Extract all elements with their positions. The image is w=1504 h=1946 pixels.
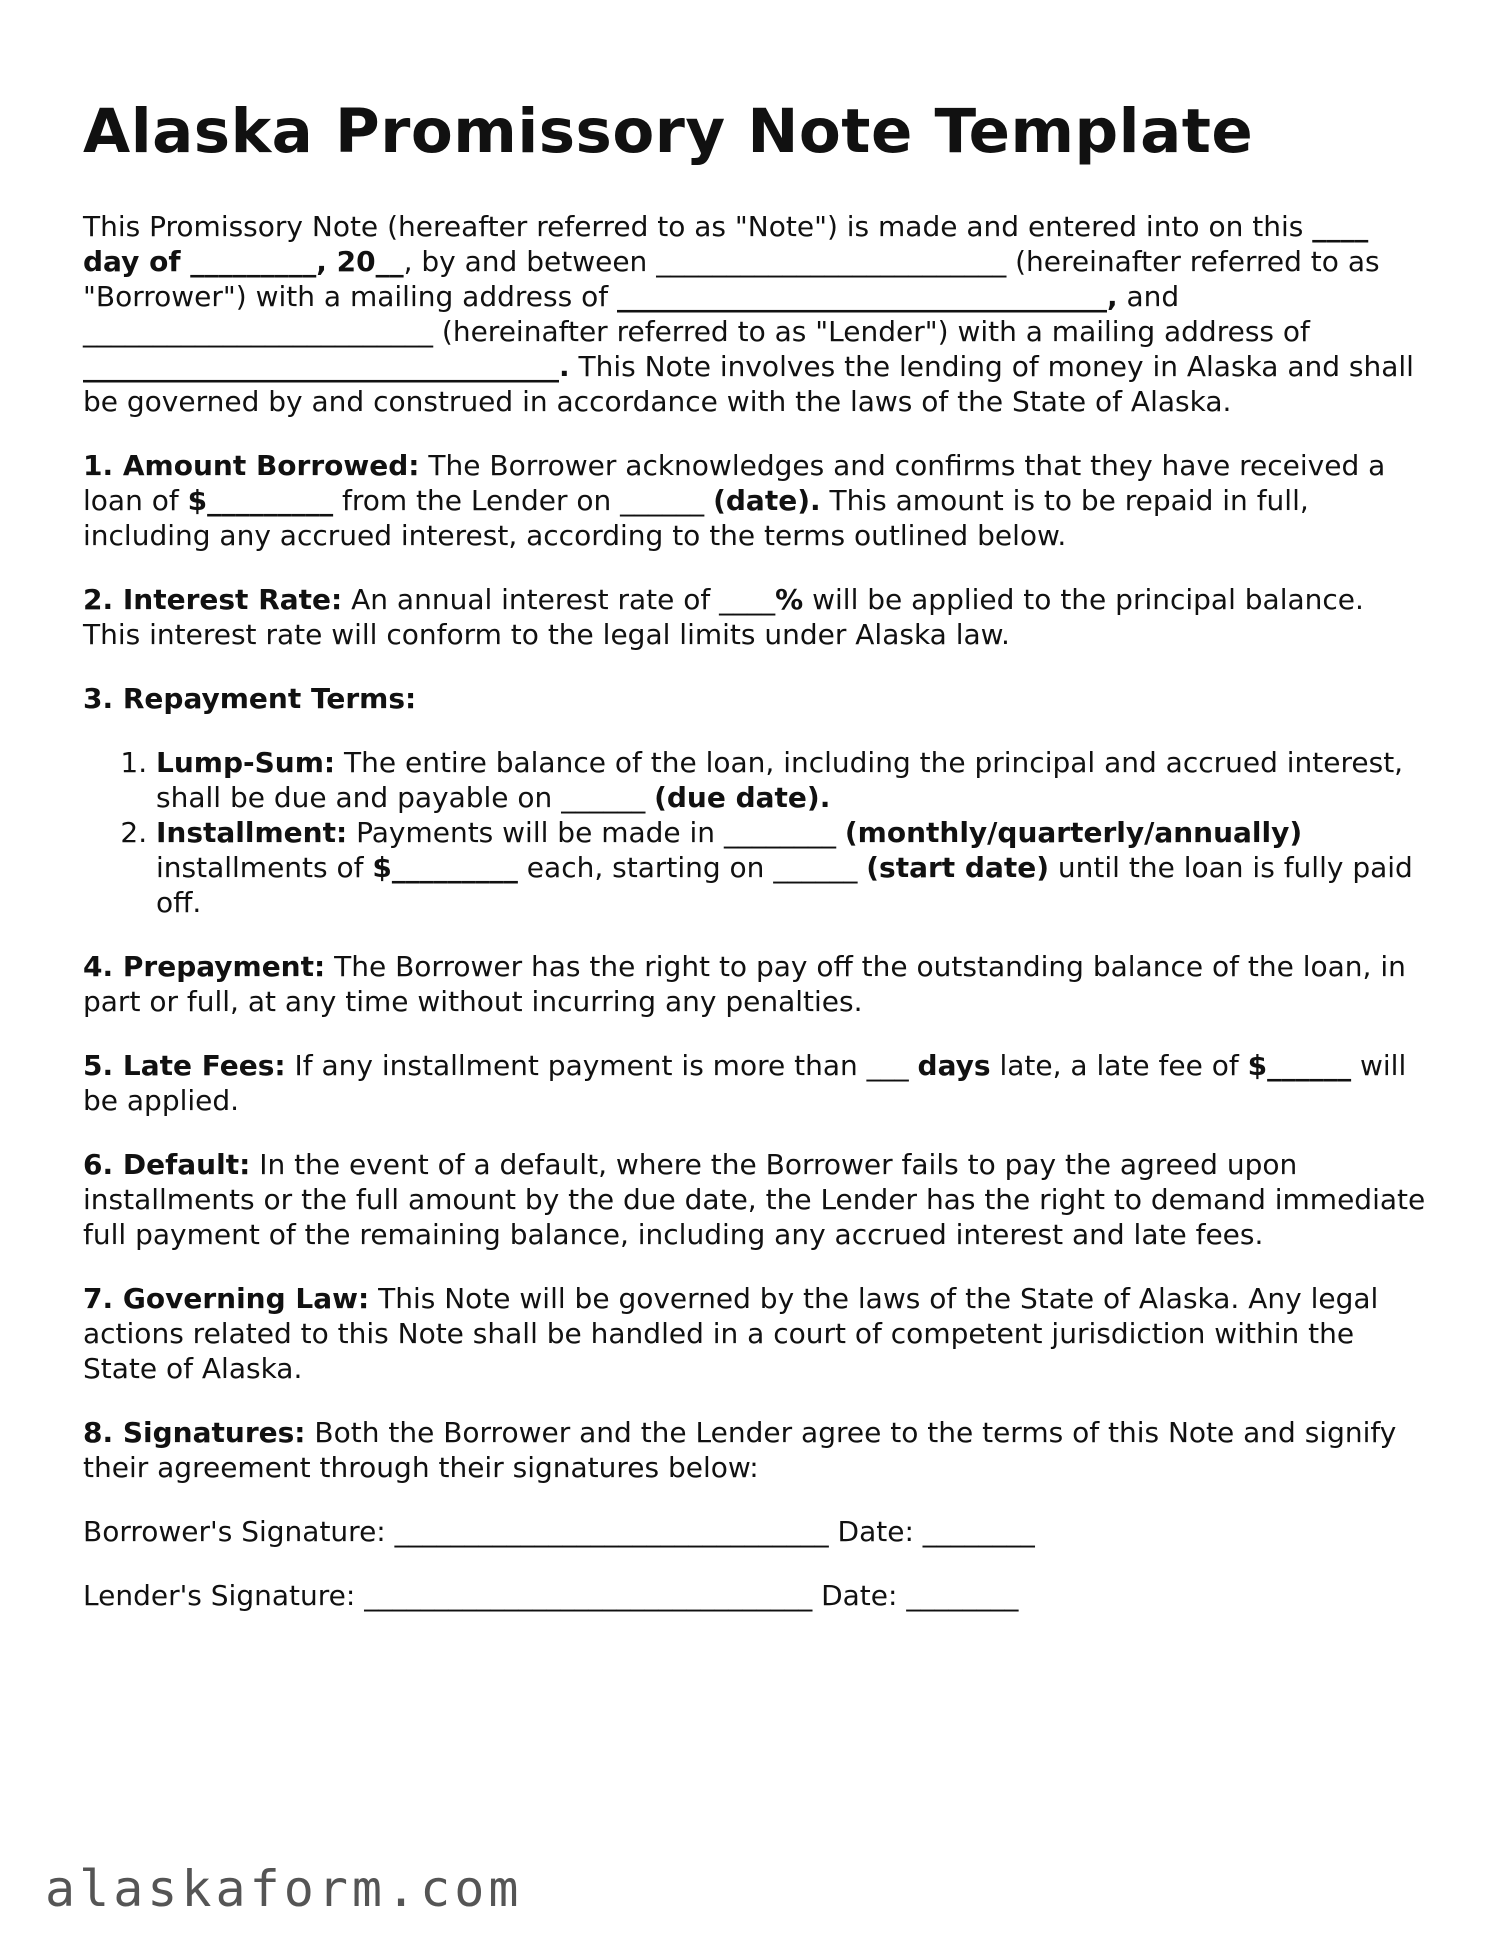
list-item-installment: [156, 815, 1428, 920]
date-label: (date).: [713, 484, 821, 518]
section-text: from the Lender on ______: [333, 484, 714, 518]
section-text: This amount is to be repaid in full, including any accrued interest, according to the terms outlined below.: [83, 484, 1309, 553]
section-heading: 8. Signatures:: [83, 1416, 306, 1450]
section-interest-rate: [83, 582, 1428, 652]
section-text: If any installment payment is more than ___: [285, 1049, 918, 1083]
section-text: This Note will be governed by the laws of the State of Alaska. Any legal actions related to this Note shall be handled in a court of competent jurisdiction within the State of Alaska.: [83, 1282, 1379, 1386]
due-date-label: (due date).: [654, 781, 831, 815]
intro-lender-address-blank: __________________________________.: [83, 350, 570, 384]
item-text: Payments will be made in ________: [347, 816, 845, 850]
item-text: until the loan is fully paid off.: [156, 851, 1413, 920]
section-text: The Borrower has the right to pay off the outstanding balance of the loan, in part or full, at any time without incurring any penalties.: [83, 950, 1406, 1019]
section-text: In the event of a default, where the Borrower fails to pay the agreed upon installments or the full amount by the due date, the Lender has the right to demand immediate full payment of the remaining balance, including any accrued interest and late fees.: [83, 1148, 1426, 1252]
item-text: installments of: [156, 851, 373, 885]
intro-paragraph: [83, 209, 1428, 419]
intro-date-blank: ____ day of _________, 20__: [83, 210, 1369, 279]
borrower-signature-line: Borrower's Signature: _______________________________ Date: ________: [83, 1515, 1035, 1549]
section-text: Both the Borrower and the Lender agree to the terms of this Note and signify their agreement through their signatures below:: [83, 1416, 1397, 1485]
intro-text-2: , by and between _________________________ (hereinafter referred to as "Borrower") with a mailing address of: [83, 245, 1380, 314]
section-late-fees: [83, 1048, 1428, 1118]
section-heading: 4. Prepayment:: [83, 950, 326, 984]
section-heading: 7. Governing Law:: [83, 1282, 370, 1316]
section-default: [83, 1147, 1428, 1252]
intro-text-4: This Note involves the lending of money in Alaska and shall be governed by and construed in accordance with the laws of the State of Alaska.: [83, 350, 1414, 419]
section-text: An annual interest rate of ____: [342, 583, 776, 617]
item-text: The entire balance of the loan, including the principal and accrued interest, shall be due and payable on ______: [156, 746, 1404, 815]
section-heading: 3. Repayment Terms:: [83, 682, 417, 716]
days-label: days: [917, 1049, 991, 1083]
late-fee-blank: $______: [1247, 1049, 1352, 1083]
section-repayment-terms: [83, 681, 1428, 716]
document-title: Alaska Promissory Note Template: [83, 96, 1254, 167]
section-amount-borrowed: [83, 448, 1428, 553]
section-text: late, a late fee of: [990, 1049, 1248, 1083]
section-governing-law: [83, 1281, 1428, 1386]
section-text: The Borrower acknowledges and confirms that they have received a loan of: [83, 449, 1386, 518]
start-date-label: (start date): [866, 851, 1050, 885]
item-text: each, starting on ______: [517, 851, 867, 885]
item-label: Lump-Sum:: [156, 746, 336, 780]
intro-borrower-address-blank: ___________________________________,: [616, 280, 1118, 314]
frequency-label: (monthly/quarterly/annually): [844, 816, 1303, 850]
intro-text-1: This Promissory Note (hereafter referred to as "Note") is made and entered into on this: [83, 210, 1313, 244]
section-heading: 6. Default:: [83, 1148, 251, 1182]
amount-blank: $_________: [187, 484, 334, 518]
document-page: [83, 98, 1428, 1642]
section-text: will be applied to the principal balance. This interest rate will conform to the legal limits under Alaska law.: [83, 583, 1364, 652]
section-signatures: [83, 1415, 1428, 1485]
section-heading: 5. Late Fees:: [83, 1049, 286, 1083]
repayment-options-list: [83, 745, 1428, 920]
installment-amount-blank: $_________: [372, 851, 518, 885]
section-heading: 1. Amount Borrowed:: [83, 449, 420, 483]
item-label: Installment:: [156, 816, 348, 850]
intro-text-3: and _________________________ (hereinafter referred to as "Lender") with a mailing address of: [83, 280, 1310, 349]
section-text: will be applied.: [83, 1049, 1407, 1118]
section-heading: 2. Interest Rate:: [83, 583, 343, 617]
list-item-lump-sum: [156, 745, 1428, 815]
section-prepayment: [83, 949, 1428, 1019]
lender-signature-line: Lender's Signature: ________________________________ Date: ________: [83, 1579, 1019, 1613]
percent-sign: %: [775, 583, 804, 617]
site-watermark: alaskaform.com: [45, 1860, 523, 1918]
